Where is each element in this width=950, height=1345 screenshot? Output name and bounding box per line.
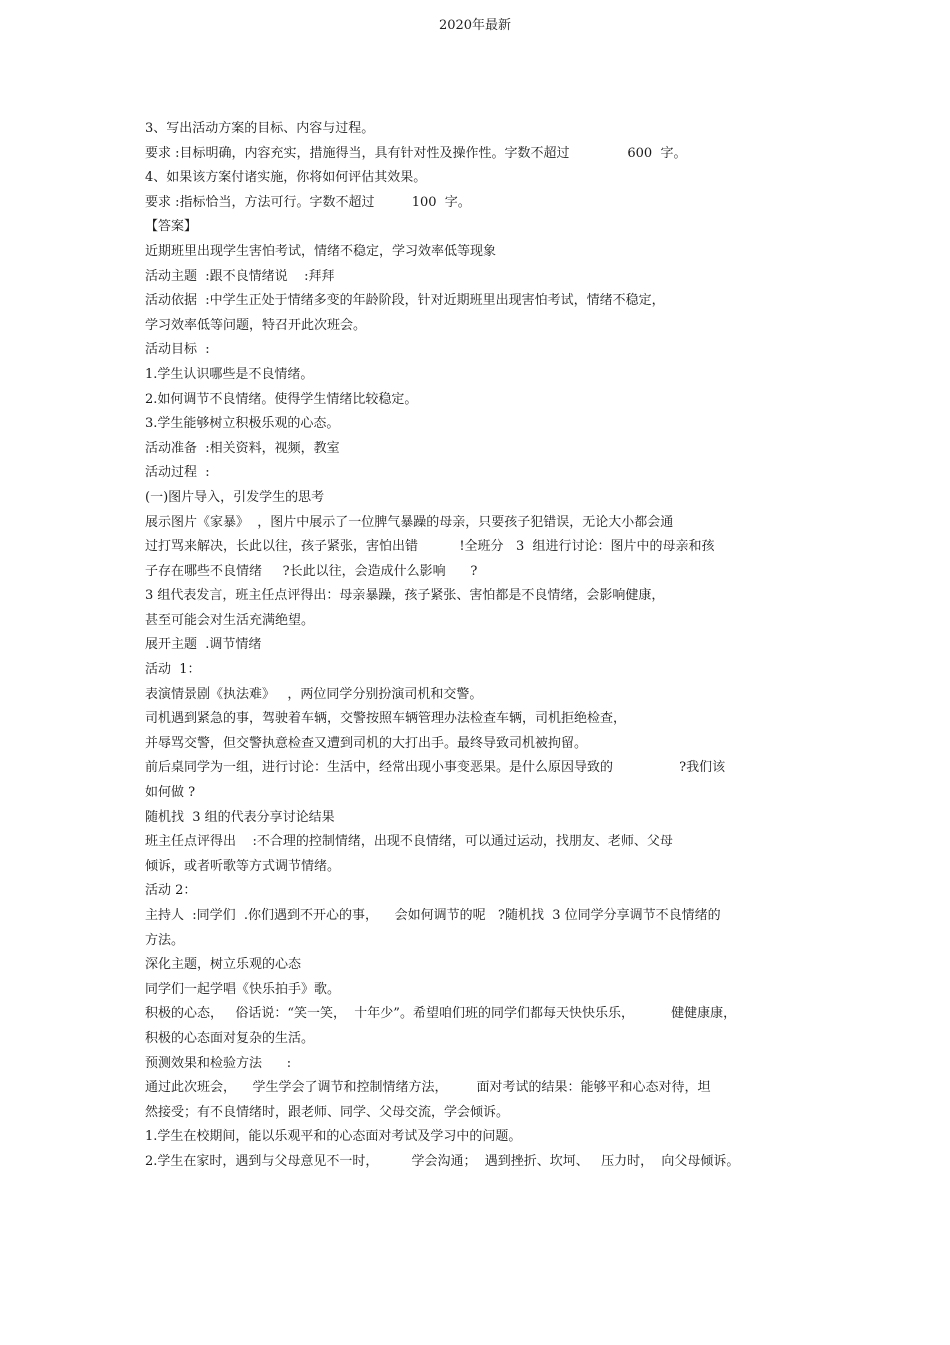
text-line: 过打骂来解决，长此以往，孩子紧张，害怕出错 !全班分 3 组进行讨论：图片中的母亲和孩 (145, 539, 715, 555)
text-line: 近期班里出现学生害怕考试，情绪不稳定，学习效率低等现象 (145, 243, 497, 259)
text-line: 学习效率低等问题，特召开此次班会。 (145, 317, 367, 333)
text-line: 1.学生认识哪些是不良情绪。 (145, 366, 314, 382)
text-line: 积极的心态面对复杂的生活。 (145, 1030, 315, 1046)
text-line: 活动依据 :中学生正处于情绪多变的年龄阶段，针对近期班里出现害怕考试，情绪不稳定， (145, 293, 665, 309)
text-line: 活动主题 :跟不良情绪说 :拜拜 (145, 268, 335, 284)
text-line: 倾诉，或者听歌等方式调节情绪。 (145, 858, 341, 874)
document-body (145, 117, 835, 1175)
text-line: (一)图片导入，引发学生的思考 (145, 489, 325, 505)
text-line: 主持人 :同学们 .你们遇到不开心的事， 会如何调节的呢 ?随机找 3 位同学分享调节不良情绪的 (145, 908, 721, 923)
text-line: 要求 :目标明确，内容充实，措施得当，具有针对性及操作性。字数不超过 600 字。 (145, 145, 687, 161)
text-line: 然接受；有不良情绪时，跟老师、同学、父母交流，学会倾诉。 (145, 1104, 510, 1120)
text-line: 活动 1： (145, 662, 201, 678)
text-line: 积极的心态， 俗话说：“笑一笑， 十年少”。希望咱们班的同学们都每天快快乐乐， 健健康康， (145, 1006, 737, 1022)
text-line: 展示图片《家暴》 ，图片中展示了一位脾气暴躁的母亲，只要孩子犯错误，无论大小都会通 (145, 514, 674, 530)
text-line: 活动准备 :相关资料，视频，教室 (145, 440, 340, 456)
text-line: 预测效果和检验方法 : (145, 1055, 292, 1071)
text-line: 方法。 (145, 932, 185, 948)
text-line: 要求 :指标恰当，方法可行。字数不超过 100 字。 (145, 194, 471, 210)
text-line: 班主任点评得出 :不合理的控制情绪，出现不良情绪，可以通过运动，找朋友、老师、父母 (145, 834, 673, 850)
text-line: 3.学生能够树立积极乐观的心态。 (145, 416, 340, 432)
text-line: 并辱骂交警，但交警执意检查又遭到司机的大打出手。最终导致司机被拘留。 (145, 735, 588, 751)
text-line: 3 组代表发言，班主任点评得出：母亲暴躁，孩子紧张、害怕都是不良情绪，会影响健康， (145, 588, 665, 604)
text-line: 如何做 ? (145, 785, 196, 801)
text-line: 活动目标 : (145, 342, 210, 358)
text-line: 4、如果该方案付诸实施，你将如何评估其效果。 (145, 170, 427, 186)
text-line: 活动 2： (145, 883, 197, 899)
text-line: 同学们一起学唱《快乐拍手》歌。 (145, 981, 341, 997)
text-line: 活动过程 : (145, 465, 210, 481)
text-line: 展开主题 .调节情绪 (145, 637, 262, 653)
text-line: 通过此次班会， 学生学会了调节和控制情绪方法， 面对考试的结果：能够平和心态对待，坦 (145, 1080, 711, 1096)
text-line: 2.如何调节不良情绪。使得学生情绪比较稳定。 (145, 391, 418, 407)
answer-heading: 【答案】 (145, 219, 198, 235)
text-line: 2.学生在家时，遇到与父母意见不一时， 学会沟通； 遇到挫折、坎坷、 压力时， 向父母倾诉。 (145, 1153, 740, 1169)
text-line: 随机找 3 组的代表分享讨论结果 (145, 809, 335, 825)
text-line: 司机遇到紧急的事，驾驶着车辆，交警按照车辆管理办法检查车辆，司机拒绝检查， (145, 711, 627, 727)
text-line: 甚至可能会对生活充满绝望。 (145, 612, 315, 628)
text-line: 3、写出活动方案的目标、内容与过程。 (145, 121, 375, 136)
page-header: 2020年最新 (438, 18, 512, 33)
text-line: 前后桌同学为一组，进行讨论：生活中，经常出现小事变恶果。是什么原因导致的 ?我们该 (145, 760, 726, 776)
text-line: 子存在哪些不良情绪 ?长此以往，会造成什么影响 ? (145, 563, 478, 579)
text-line: 表演情景剧《执法难》 ，两位同学分别扮演司机和交警。 (145, 686, 483, 702)
text-line: 1.学生在校期间，能以乐观平和的心态面对考试及学习中的问题。 (145, 1129, 522, 1145)
text-line: 深化主题，树立乐观的心态 (145, 957, 302, 973)
